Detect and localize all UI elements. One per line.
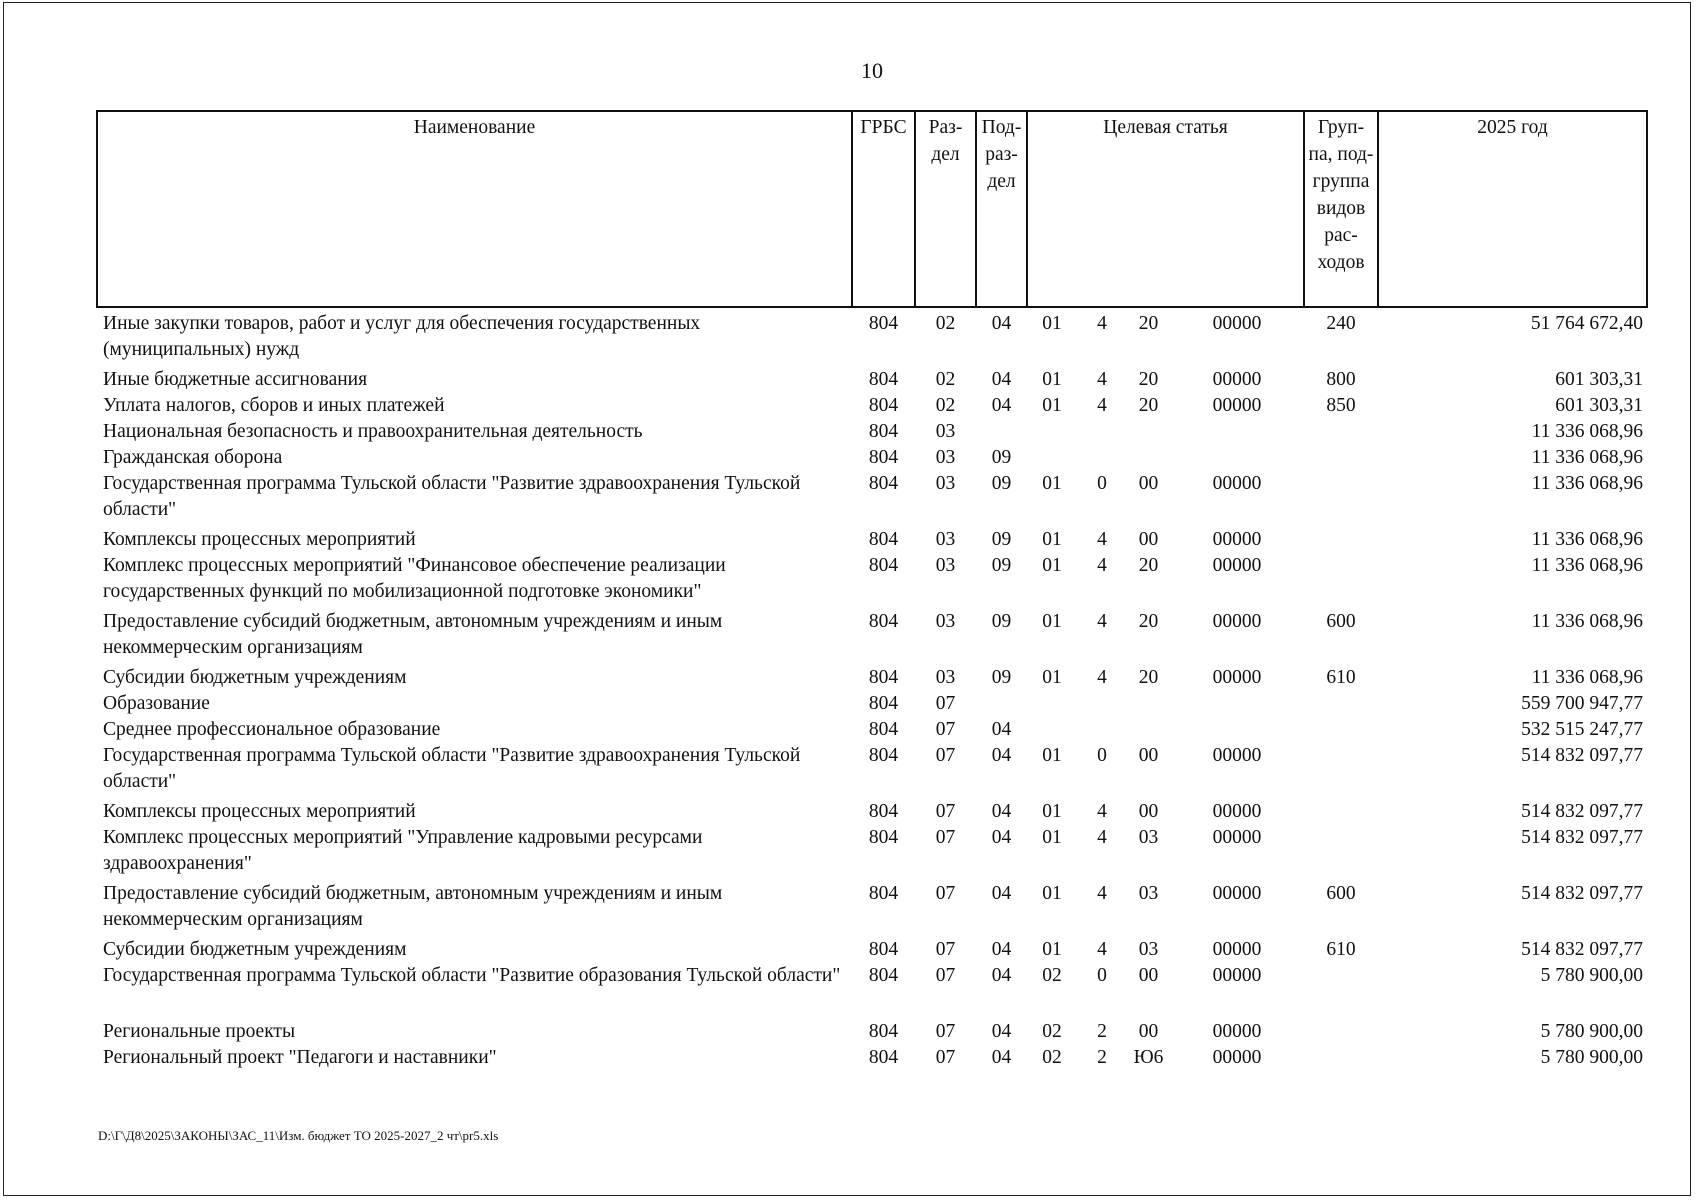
row-name: Государственная программа Тульской области "Развитие здравоохранения Тульской области" xyxy=(103,473,801,520)
row-target-direction xyxy=(1170,717,1304,743)
row-podrazdel xyxy=(976,419,1027,445)
row-amount: 601 303,31 xyxy=(1555,369,1643,390)
row-name: Комплекс процессных мероприятий "Управление кадровыми ресурсами здравоохранения" xyxy=(103,827,703,874)
row-name: Среднее профессиональное образование xyxy=(103,719,441,740)
row-name: Комплексы процессных мероприятий xyxy=(103,529,416,550)
row-target-type: 4 xyxy=(1097,313,1107,334)
row-razdel: 03 xyxy=(935,667,956,688)
row-target-structure: 00 xyxy=(1138,529,1159,550)
row-name: Комплекс процессных мероприятий "Финансовое обеспечение реализации государственных функций по мобилизационной подготовке экономики" xyxy=(103,555,726,602)
table-row xyxy=(97,471,1647,527)
row-grbs: 804 xyxy=(868,667,899,688)
row-target-direction: 00000 xyxy=(1212,611,1262,632)
row-razdel: 07 xyxy=(935,745,956,766)
table-header-row xyxy=(97,111,1647,307)
row-target-program: 01 xyxy=(1042,827,1062,848)
row-expense-group: 800 xyxy=(1326,369,1356,390)
row-target-direction: 00000 xyxy=(1212,965,1262,986)
row-razdel: 07 xyxy=(935,693,956,714)
table-row xyxy=(97,937,1647,963)
row-target-structure: 03 xyxy=(1138,883,1159,904)
row-target-type xyxy=(1077,419,1127,445)
row-amount: 5 780 900,00 xyxy=(1540,1021,1643,1042)
row-amount: 11 336 068,96 xyxy=(1531,447,1643,468)
row-target-type xyxy=(1077,691,1127,717)
row-expense-group xyxy=(1304,799,1378,825)
row-amount: 514 832 097,77 xyxy=(1521,801,1643,822)
row-podrazdel: 04 xyxy=(991,1021,1012,1042)
row-grbs: 804 xyxy=(868,1021,899,1042)
row-grbs: 804 xyxy=(868,801,899,822)
row-podrazdel: 04 xyxy=(991,801,1012,822)
row-target-program: 01 xyxy=(1042,529,1062,550)
row-podrazdel: 04 xyxy=(991,745,1012,766)
row-target-structure: 00 xyxy=(1138,1021,1159,1042)
row-razdel: 07 xyxy=(935,1021,956,1042)
row-expense-group xyxy=(1304,1019,1378,1045)
row-name: Региональные проекты xyxy=(103,1021,296,1042)
row-name: Государственная программа Тульской области "Развитие образования Тульской области" xyxy=(103,965,841,986)
row-target-program xyxy=(1027,419,1077,445)
row-target-direction: 00000 xyxy=(1212,395,1262,416)
row-razdel: 02 xyxy=(935,369,956,390)
row-razdel: 03 xyxy=(935,421,956,442)
table-row xyxy=(97,445,1647,471)
row-target-structure xyxy=(1127,717,1170,743)
row-expense-group xyxy=(1304,445,1378,471)
row-target-structure: 00 xyxy=(1138,801,1159,822)
row-grbs: 804 xyxy=(868,611,899,632)
row-expense-group xyxy=(1304,691,1378,717)
row-expense-group xyxy=(1304,1045,1378,1071)
row-target-structure: 20 xyxy=(1138,667,1159,688)
row-target-program: 02 xyxy=(1042,965,1062,986)
row-target-type: 4 xyxy=(1097,395,1107,416)
table-row xyxy=(97,743,1647,799)
row-podrazdel: 04 xyxy=(991,939,1012,960)
row-target-structure: 03 xyxy=(1138,939,1159,960)
row-target-structure xyxy=(1127,691,1170,717)
row-target-direction: 00000 xyxy=(1212,529,1262,550)
row-grbs: 804 xyxy=(868,473,899,494)
row-amount: 601 303,31 xyxy=(1555,395,1643,416)
table-row xyxy=(97,825,1647,881)
row-target-type: 4 xyxy=(1097,611,1107,632)
row-expense-group: 240 xyxy=(1326,313,1356,334)
row-amount: 11 336 068,96 xyxy=(1531,667,1643,688)
table-row xyxy=(97,691,1647,717)
row-target-program: 01 xyxy=(1042,939,1062,960)
row-razdel: 03 xyxy=(935,473,956,494)
row-podrazdel: 04 xyxy=(991,965,1012,986)
row-razdel: 07 xyxy=(935,965,956,986)
row-target-program: 01 xyxy=(1042,369,1062,390)
row-target-program xyxy=(1027,717,1077,743)
row-grbs: 804 xyxy=(868,745,899,766)
row-razdel: 07 xyxy=(935,883,956,904)
row-podrazdel: 09 xyxy=(991,529,1012,550)
row-target-type: 4 xyxy=(1097,939,1107,960)
header-razdel: Раз- дел xyxy=(915,111,976,307)
row-target-structure: 00 xyxy=(1138,965,1159,986)
row-grbs: 804 xyxy=(868,313,899,334)
row-target-direction xyxy=(1170,445,1304,471)
row-name: Уплата налогов, сборов и иных платежей xyxy=(103,395,445,416)
page-number: 10 xyxy=(861,58,883,83)
table-row xyxy=(97,307,1647,367)
row-target-structure: 20 xyxy=(1138,369,1159,390)
row-target-type xyxy=(1077,445,1127,471)
row-target-direction: 00000 xyxy=(1212,313,1262,334)
row-name: Предоставление субсидий бюджетным, автономным учреждениям и иным некоммерческим организациям xyxy=(103,883,723,930)
row-target-program: 02 xyxy=(1042,1021,1062,1042)
row-target-type: 4 xyxy=(1097,827,1107,848)
row-amount: 11 336 068,96 xyxy=(1531,421,1643,442)
row-name: Образование xyxy=(103,693,210,714)
row-grbs: 804 xyxy=(868,719,899,740)
row-target-program: 01 xyxy=(1042,555,1062,576)
row-name: Субсидии бюджетным учреждениям xyxy=(103,939,407,960)
row-target-program: 01 xyxy=(1042,395,1062,416)
row-name: Предоставление субсидий бюджетным, автономным учреждениям и иным некоммерческим организациям xyxy=(103,611,723,658)
row-target-type: 0 xyxy=(1097,965,1107,986)
table-row xyxy=(97,609,1647,665)
row-podrazdel: 09 xyxy=(991,611,1012,632)
header-grbs: ГРБС xyxy=(852,111,915,307)
row-target-structure xyxy=(1127,445,1170,471)
row-name: Национальная безопасность и правоохранительная деятельность xyxy=(103,421,643,442)
row-target-structure: 20 xyxy=(1138,555,1159,576)
table-row xyxy=(97,717,1647,743)
header-year-2025: 2025 год xyxy=(1378,111,1647,307)
row-target-type: 4 xyxy=(1097,667,1107,688)
row-target-program: 01 xyxy=(1042,745,1062,766)
row-target-direction xyxy=(1170,691,1304,717)
row-amount: 514 832 097,77 xyxy=(1521,939,1643,960)
row-target-direction: 00000 xyxy=(1212,801,1262,822)
row-target-program: 02 xyxy=(1042,1047,1062,1068)
row-expense-group xyxy=(1304,963,1378,1019)
row-podrazdel: 04 xyxy=(991,313,1012,334)
row-target-direction xyxy=(1170,419,1304,445)
row-razdel: 03 xyxy=(935,447,956,468)
table-row xyxy=(97,799,1647,825)
row-target-type: 0 xyxy=(1097,473,1107,494)
row-target-structure: 00 xyxy=(1138,473,1159,494)
row-target-type: 0 xyxy=(1097,745,1107,766)
row-target-direction: 00000 xyxy=(1212,1047,1262,1068)
row-target-direction: 00000 xyxy=(1212,745,1262,766)
row-expense-group xyxy=(1304,717,1378,743)
row-target-type: 2 xyxy=(1097,1021,1107,1042)
row-podrazdel: 04 xyxy=(991,883,1012,904)
row-grbs: 804 xyxy=(868,693,899,714)
row-podrazdel: 09 xyxy=(991,473,1012,494)
header-target-article: Целевая статья xyxy=(1027,111,1304,307)
row-target-program: 01 xyxy=(1042,611,1062,632)
table-row xyxy=(97,393,1647,419)
row-expense-group: 610 xyxy=(1326,939,1356,960)
row-amount: 11 336 068,96 xyxy=(1531,529,1643,550)
row-name: Региональный проект "Педагоги и наставники" xyxy=(103,1047,497,1068)
row-razdel: 07 xyxy=(935,801,956,822)
row-target-type: 4 xyxy=(1097,883,1107,904)
row-name: Гражданская оборона xyxy=(103,447,283,468)
row-target-direction: 00000 xyxy=(1212,1021,1262,1042)
row-amount: 11 336 068,96 xyxy=(1531,473,1643,494)
header-expense-group: Груп- па, под- группа видов рас- ходов xyxy=(1304,111,1378,307)
row-expense-group xyxy=(1304,743,1378,799)
row-amount: 11 336 068,96 xyxy=(1531,611,1643,632)
row-amount: 532 515 247,77 xyxy=(1521,719,1643,740)
row-target-program xyxy=(1027,691,1077,717)
row-razdel: 02 xyxy=(935,395,956,416)
row-podrazdel: 04 xyxy=(991,369,1012,390)
row-podrazdel xyxy=(976,691,1027,717)
row-grbs: 804 xyxy=(868,369,899,390)
row-podrazdel: 09 xyxy=(991,555,1012,576)
row-target-structure xyxy=(1127,419,1170,445)
row-name: Государственная программа Тульской области "Развитие здравоохранения Тульской области" xyxy=(103,745,801,792)
row-expense-group: 610 xyxy=(1326,667,1356,688)
row-razdel: 07 xyxy=(935,1047,956,1068)
row-expense-group xyxy=(1304,471,1378,527)
row-grbs: 804 xyxy=(868,529,899,550)
row-amount: 559 700 947,77 xyxy=(1521,693,1643,714)
header-name: Наименование xyxy=(97,111,852,307)
table-row xyxy=(97,881,1647,937)
row-expense-group: 600 xyxy=(1326,611,1356,632)
row-amount: 5 780 900,00 xyxy=(1540,1047,1643,1068)
row-target-type: 2 xyxy=(1097,1047,1107,1068)
row-target-structure: 20 xyxy=(1138,313,1159,334)
table-row xyxy=(97,553,1647,609)
row-grbs: 804 xyxy=(868,555,899,576)
row-target-program xyxy=(1027,445,1077,471)
table-row xyxy=(97,367,1647,393)
budget-table xyxy=(96,110,1648,1071)
row-target-type: 4 xyxy=(1097,529,1107,550)
table-row xyxy=(97,1045,1647,1071)
row-name: Субсидии бюджетным учреждениям xyxy=(103,667,407,688)
row-target-direction: 00000 xyxy=(1212,939,1262,960)
row-razdel: 03 xyxy=(935,555,956,576)
row-target-type xyxy=(1077,717,1127,743)
row-amount: 11 336 068,96 xyxy=(1531,555,1643,576)
row-grbs: 804 xyxy=(868,939,899,960)
row-podrazdel: 09 xyxy=(991,447,1012,468)
table-body xyxy=(97,307,1647,1071)
row-grbs: 804 xyxy=(868,827,899,848)
row-target-program: 01 xyxy=(1042,313,1062,334)
row-razdel: 03 xyxy=(935,611,956,632)
row-target-direction: 00000 xyxy=(1212,555,1262,576)
row-amount: 514 832 097,77 xyxy=(1521,883,1643,904)
row-amount: 514 832 097,77 xyxy=(1521,745,1643,766)
row-grbs: 804 xyxy=(868,965,899,986)
row-target-type: 4 xyxy=(1097,369,1107,390)
row-razdel: 07 xyxy=(935,939,956,960)
row-target-direction: 00000 xyxy=(1212,473,1262,494)
row-target-structure: 20 xyxy=(1138,395,1159,416)
row-expense-group xyxy=(1304,553,1378,609)
table-row xyxy=(97,527,1647,553)
table-row xyxy=(97,1019,1647,1045)
table-row xyxy=(97,963,1647,1019)
row-amount: 51 764 672,40 xyxy=(1530,313,1643,334)
row-target-direction: 00000 xyxy=(1212,667,1262,688)
row-grbs: 804 xyxy=(868,447,899,468)
row-razdel: 07 xyxy=(935,719,956,740)
row-target-direction: 00000 xyxy=(1212,827,1262,848)
row-grbs: 804 xyxy=(868,421,899,442)
row-grbs: 804 xyxy=(868,1047,899,1068)
row-name: Иные закупки товаров, работ и услуг для обеспечения государственных (муниципальных) нужд xyxy=(103,313,701,360)
row-razdel: 02 xyxy=(935,313,956,334)
row-podrazdel: 04 xyxy=(991,719,1012,740)
row-target-structure: Ю6 xyxy=(1133,1047,1164,1068)
row-target-program: 01 xyxy=(1042,883,1062,904)
row-podrazdel: 09 xyxy=(991,667,1012,688)
row-target-program: 01 xyxy=(1042,473,1062,494)
row-name: Иные бюджетные ассигнования xyxy=(103,369,368,390)
row-expense-group xyxy=(1304,527,1378,553)
row-target-structure: 00 xyxy=(1138,745,1159,766)
row-grbs: 804 xyxy=(868,395,899,416)
row-podrazdel: 04 xyxy=(991,395,1012,416)
row-target-type: 4 xyxy=(1097,555,1107,576)
row-target-structure: 03 xyxy=(1138,827,1159,848)
row-expense-group xyxy=(1304,419,1378,445)
row-podrazdel: 04 xyxy=(991,827,1012,848)
row-razdel: 03 xyxy=(935,529,956,550)
file-path-footer: D:\Г\Д8\2025\ЗАКОНЫ\ЗАС_11\Изм. бюджет ТО 2025-2027_2 чт\pr5.xls xyxy=(98,1128,499,1143)
row-target-direction: 00000 xyxy=(1212,883,1262,904)
table-row xyxy=(97,665,1647,691)
row-podrazdel: 04 xyxy=(991,1047,1012,1068)
row-amount: 5 780 900,00 xyxy=(1540,965,1643,986)
row-expense-group: 850 xyxy=(1326,395,1356,416)
row-name: Комплексы процессных мероприятий xyxy=(103,801,416,822)
row-grbs: 804 xyxy=(868,883,899,904)
header-podrazdel: Под- раз- дел xyxy=(976,111,1027,307)
row-target-structure: 20 xyxy=(1138,611,1159,632)
row-target-program: 01 xyxy=(1042,801,1062,822)
row-target-type: 4 xyxy=(1097,801,1107,822)
row-amount: 514 832 097,77 xyxy=(1521,827,1643,848)
row-razdel: 07 xyxy=(935,827,956,848)
table-row xyxy=(97,419,1647,445)
row-target-program: 01 xyxy=(1042,667,1062,688)
row-expense-group xyxy=(1304,825,1378,881)
row-expense-group: 600 xyxy=(1326,883,1356,904)
row-target-direction: 00000 xyxy=(1212,369,1262,390)
